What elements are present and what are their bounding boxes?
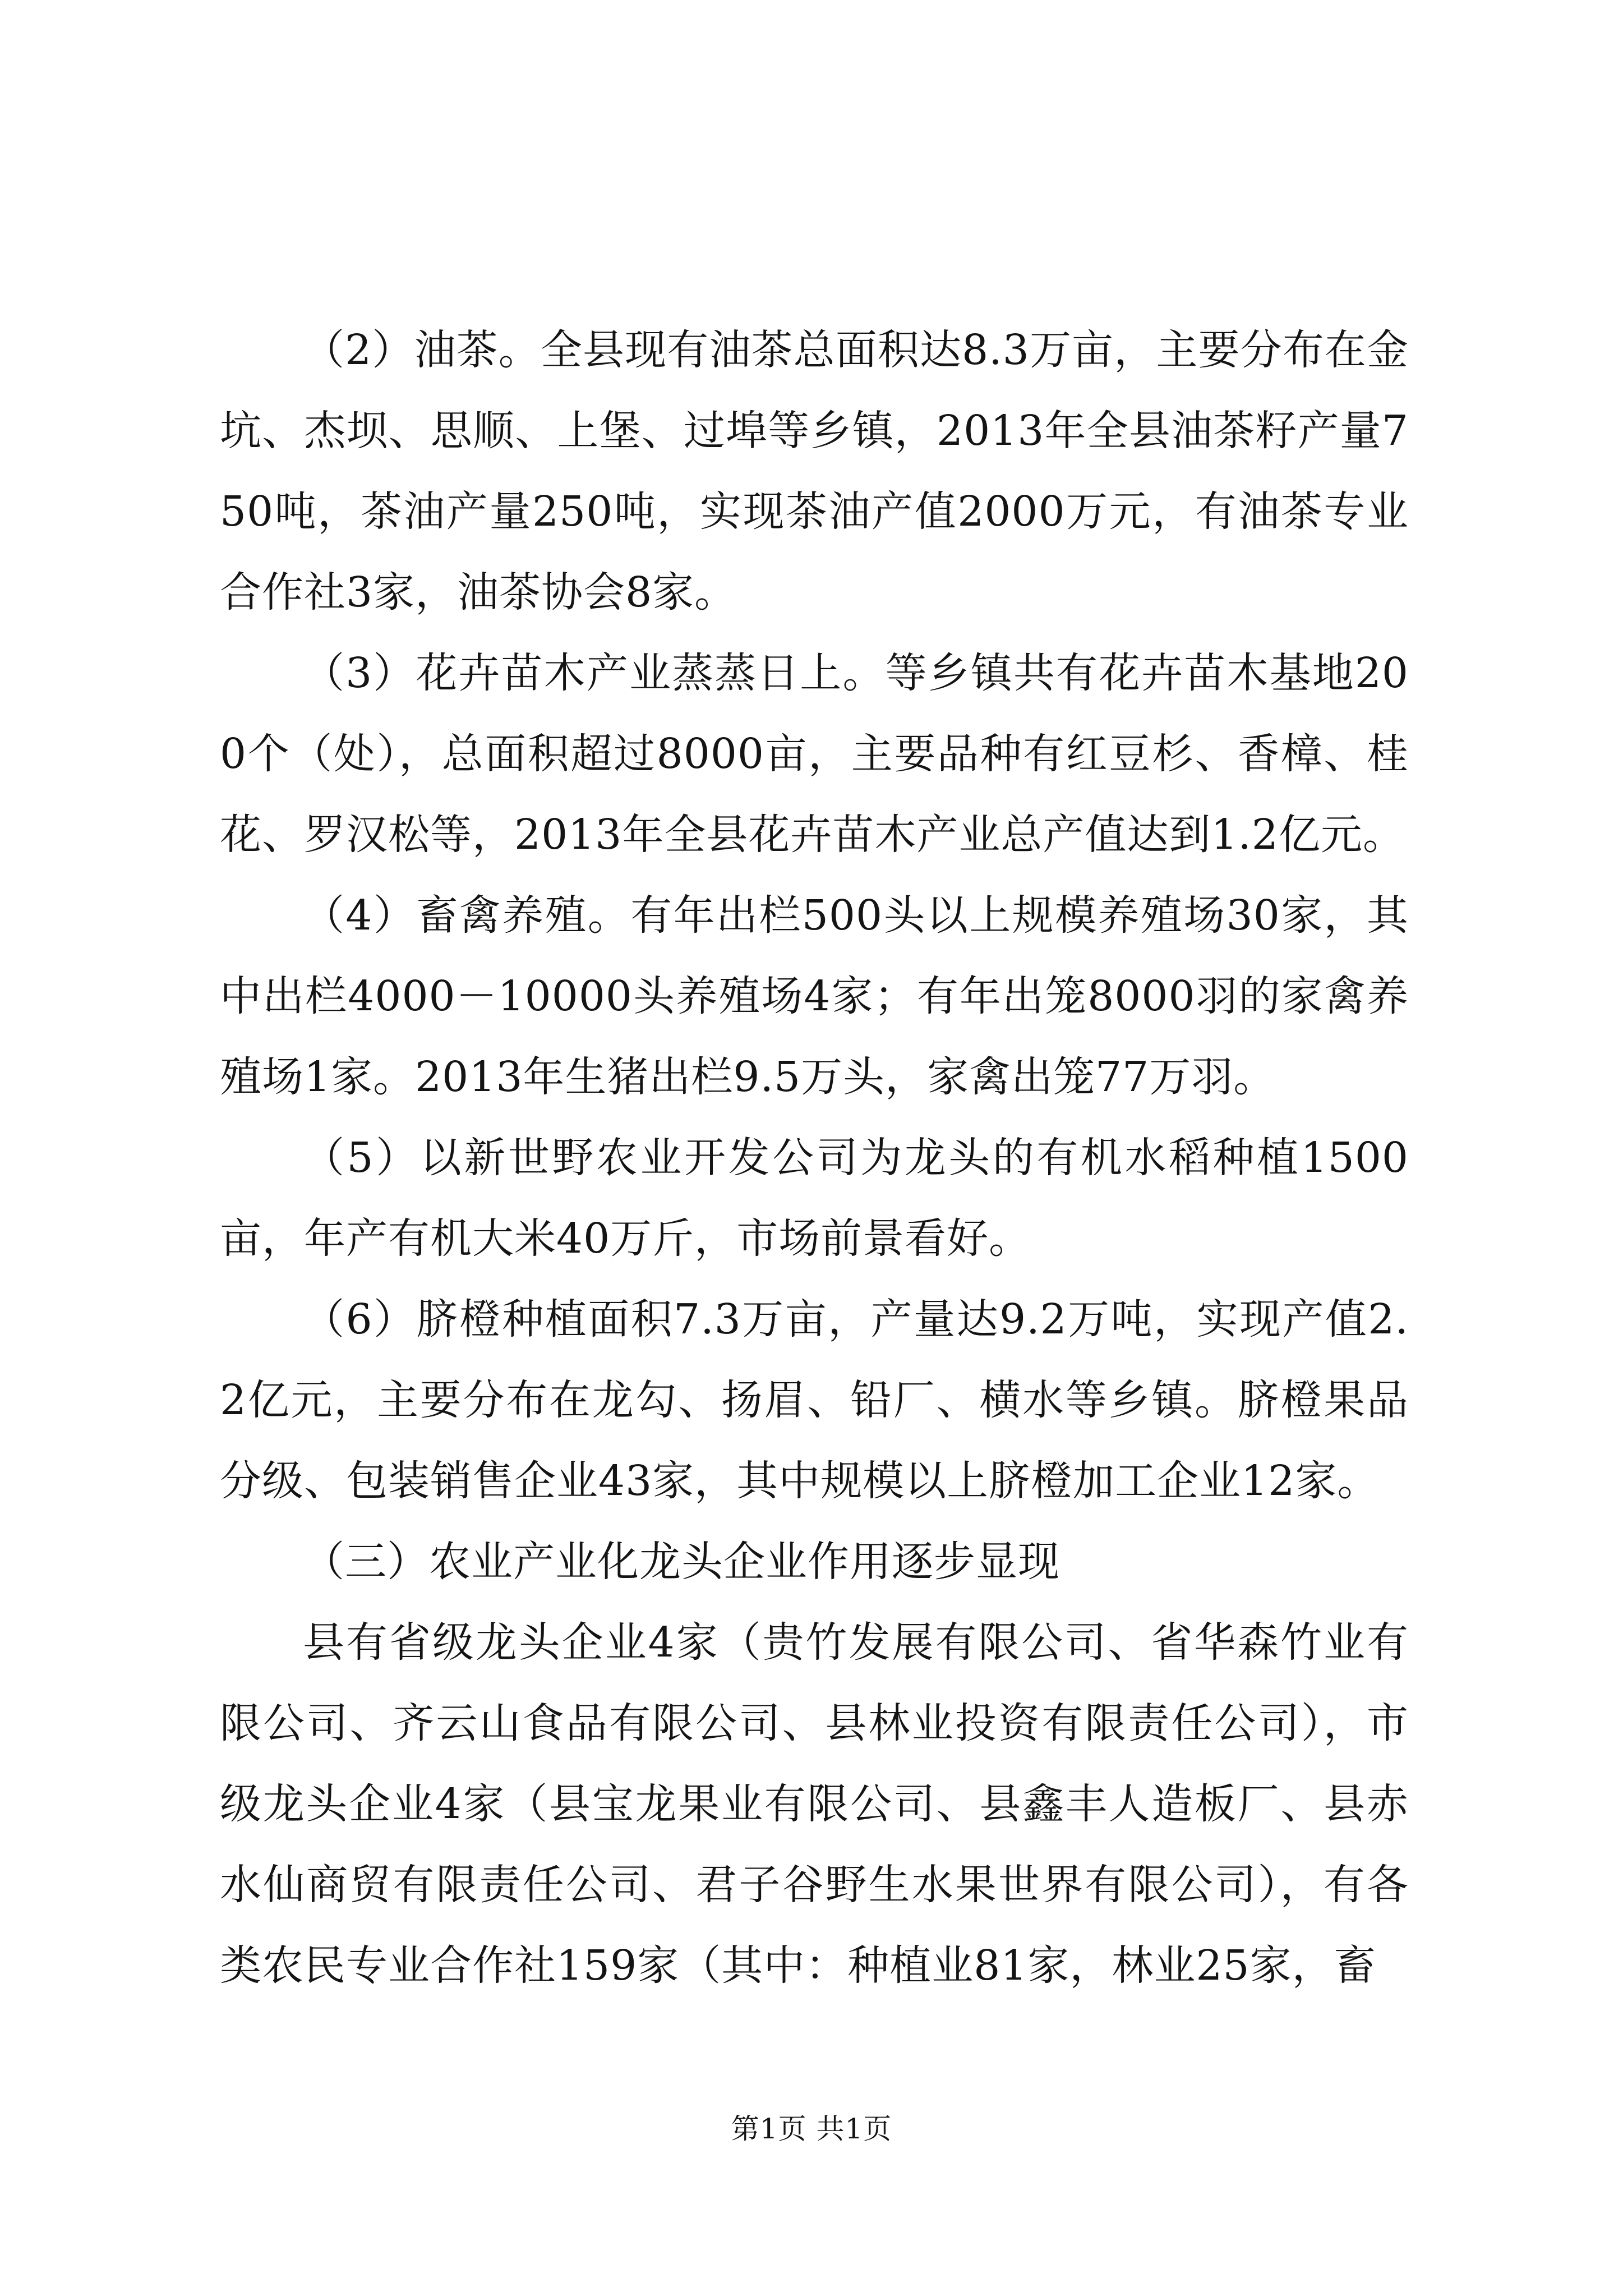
paragraph-flowers-seedlings: （3）花卉苗木产业蒸蒸日上。等乡镇共有花卉苗木基地200个（处），总面积超过8000亩，主要品种有红豆杉、香樟、桂花、罗汉松等，2013年全县花卉苗木产业总产值达到1.2亿元。 [220, 649, 1409, 859]
paragraph-livestock: （4）畜禽养殖。有年出栏500头以上规模养殖场30家，其中出栏4000－10000头养殖场4家；有年出笼8000羽的家禽养殖场1家。2013年生猪出栏9.5万头，家禽出笼77万羽。 [220, 891, 1409, 1101]
paragraph-navel-orange: （6）脐橙种植面积7.3万亩，产量达9.2万吨，实现产值2.2亿元，主要分布在龙勾、扬眉、铅厂、横水等乡镇。脐橙果品分级、包装销售企业43家，其中规模以上脐橙加工企业12家。 [220, 1295, 1409, 1505]
paragraph-organic-rice: （5）以新世野农业开发公司为龙头的有机水稻种植1500亩，年产有机大米40万斤，市场前景看好。 [220, 1134, 1409, 1263]
document-body [220, 310, 1409, 2006]
page-number-footer: 第1页 共1页 [731, 2113, 892, 2145]
paragraph-leading-enterprises: 县有省级龙头企业4家（贵竹发展有限公司、省华森竹业有限公司、齐云山食品有限公司、县林业投资有限责任公司），市级龙头企业4家（县宝龙果业有限公司、县鑫丰人造板厂、县赤水仙商贸有限责任公司、君子谷野生水果世界有限公司），有各类农民专业合作社159家（其中：种植业81家，林业25家，畜 [220, 1618, 1409, 1990]
section-heading: （三）农业产业化龙头企业作用逐步显现 [303, 1538, 1060, 1586]
paragraph-oil-tea: （2）油茶。全县现有油茶总面积达8.3万亩，主要分布在金坑、杰坝、思顺、上堡、过埠等乡镇，2013年全县油茶籽产量750吨，茶油产量250吨，实现茶油产值2000万元，有油茶专业合作社3家，油茶协会8家。 [220, 326, 1409, 616]
